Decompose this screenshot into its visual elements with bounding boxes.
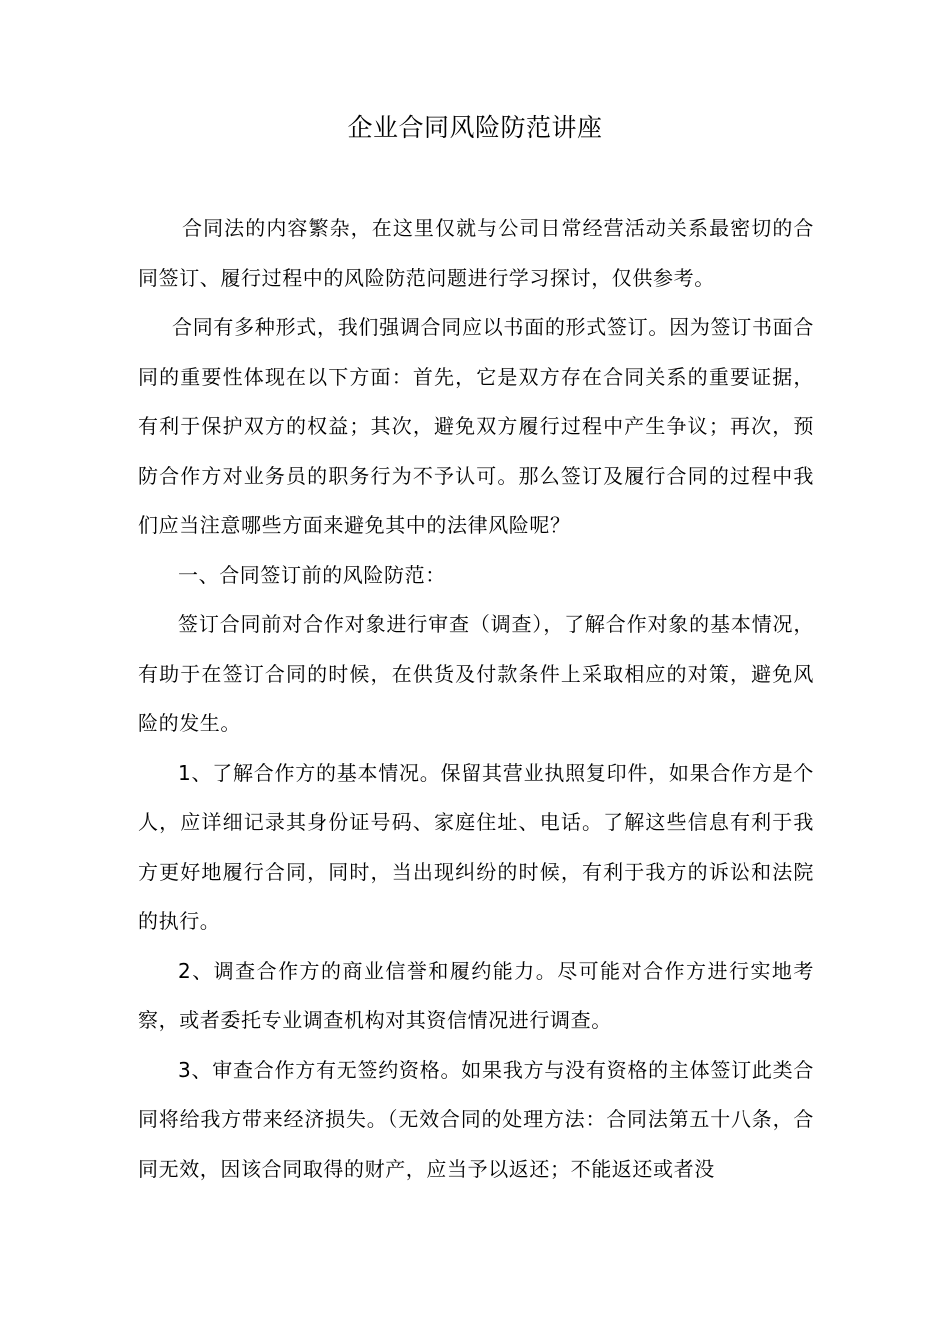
section-heading-pre-signing: 一、合同签订前的风险防范： bbox=[178, 562, 446, 587]
list-item-1: 1、了解合作方的基本情况。保留其营业执照复印件，如果合作方是个人，应详细记录其身份证号码、家庭住址、电话。了解这些信息有利于我方更好地履行合同，同时，当出现纠纷的时候，有利于我方的诉讼和法院的执行。 bbox=[138, 760, 814, 933]
paragraph-intro: 合同法的内容繁杂，在这里仅就与公司日常经营活动关系最密切的合同签订、履行过程中的风险防范问题进行学习探讨，仅供参考。 bbox=[138, 216, 814, 290]
document-body bbox=[138, 204, 814, 1194]
document-title: 企业合同风险防范讲座 bbox=[347, 113, 603, 142]
paragraph-written-form: 合同有多种形式，我们强调合同应以书面的形式签订。因为签订书面合同的重要性体现在以下方面：首先，它是双方存在合同关系的重要证据，有利于保护双方的权益；其次，避免双方履行过程中产生争议；再次，预防合作方对业务员的职务行为不予认可。那么签订及履行合同的过程中我们应当注意哪些方面来避免其中的法律风险呢？ bbox=[138, 315, 814, 537]
list-item-3: 3、审查合作方有无签约资格。如果我方与没有资格的主体签订此类合同将给我方带来经济损失。（无效合同的处理方法：合同法第五十八条，合同无效，因该合同取得的财产，应当予以返还；不能返还或者没 bbox=[138, 1057, 814, 1181]
list-item-2: 2、调查合作方的商业信誉和履约能力。尽可能对合作方进行实地考察，或者委托专业调查机构对其资信情况进行调查。 bbox=[138, 958, 814, 1032]
paragraph-review-partner: 签订合同前对合作对象进行审查（调查），了解合作对象的基本情况，有助于在签订合同的时候，在供货及付款条件上采取相应的对策，避免风险的发生。 bbox=[138, 612, 814, 735]
